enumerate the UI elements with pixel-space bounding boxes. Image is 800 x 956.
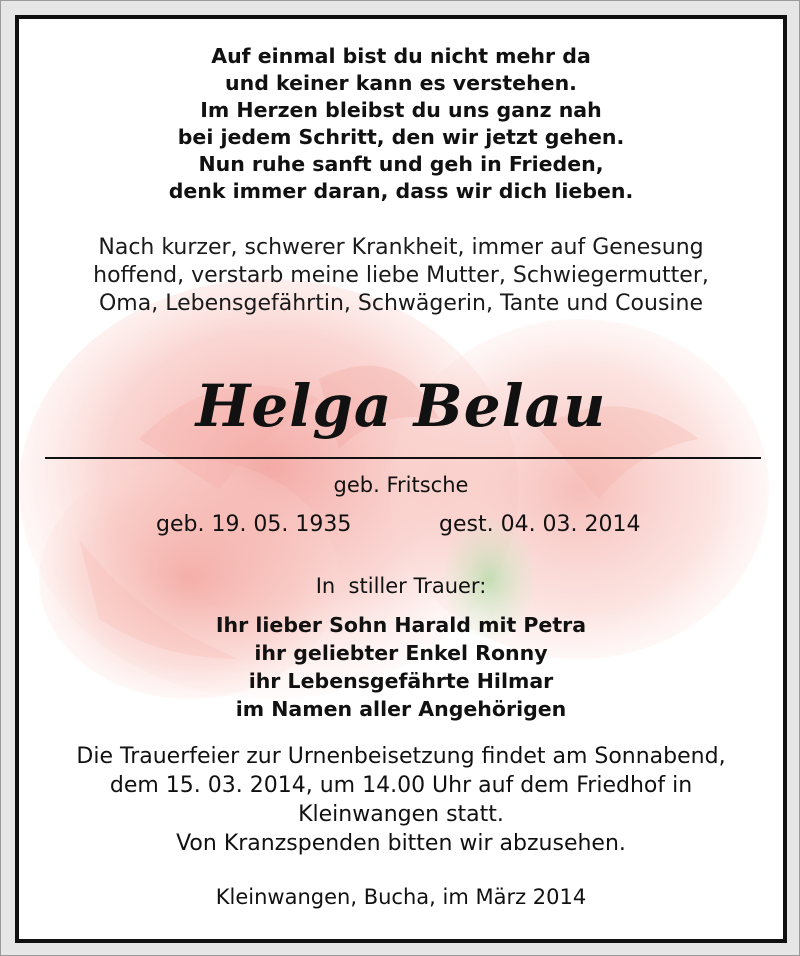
place-and-date: Kleinwangen, Bucha, im März 2014 [215,885,587,909]
birth-date: geb. 19. 05. 1935 [156,512,352,537]
service-line: dem 15. 03. 2014, um 14.00 Uhr auf dem Friedhof in [109,773,693,798]
name-divider [45,457,761,459]
mourner-line: Ihr lieber Sohn Harald mit Petra [215,613,587,637]
obituary-card [15,15,787,943]
poem [19,43,783,205]
death-date: gest. 04. 03. 2014 [439,512,641,537]
mourners-list [19,611,783,723]
service-line: Von Kranzspenden bitten wir abzusehen. [176,831,626,856]
maiden-name: geb. Fritsche [333,473,469,497]
poem-line: Im Herzen bleibst du uns ganz nah [200,98,602,122]
service-line: Kleinwangen statt. [298,802,504,827]
poem-line: denk immer daran, dass wir dich lieben. [168,179,634,203]
announcement-line: Oma, Lebensgefährtin, Schwägerin, Tante und Cousine [98,291,703,316]
poem-line: Auf einmal bist du nicht mehr da [211,44,591,68]
obituary-content [19,19,783,939]
service-line: Die Trauerfeier zur Urnenbeisetzung findet am Sonnabend, [76,744,726,769]
deceased-name: Helga Belau [195,372,607,440]
poem-line: Nun ruhe sanft und geh in Frieden, [198,152,604,176]
poem-line: und keiner kann es verstehen. [225,71,577,95]
mourner-line: ihr geliebter Enkel Ronny [254,641,548,665]
announcement-text [19,234,783,318]
funeral-service-notice [19,742,783,858]
announcement-line: hoffend, verstarb meine liebe Mutter, Schwiegermutter, [93,263,709,288]
mourner-line: im Namen aller Angehörigen [235,697,567,721]
mourning-heading: In stiller Trauer: [315,574,487,598]
mourner-line: ihr Lebensgefährte Hilmar [248,669,554,693]
poem-line: bei jedem Schritt, den wir jetzt gehen. [177,125,625,149]
announcement-line: Nach kurzer, schwerer Krankheit, immer auf Genesung [98,235,704,260]
